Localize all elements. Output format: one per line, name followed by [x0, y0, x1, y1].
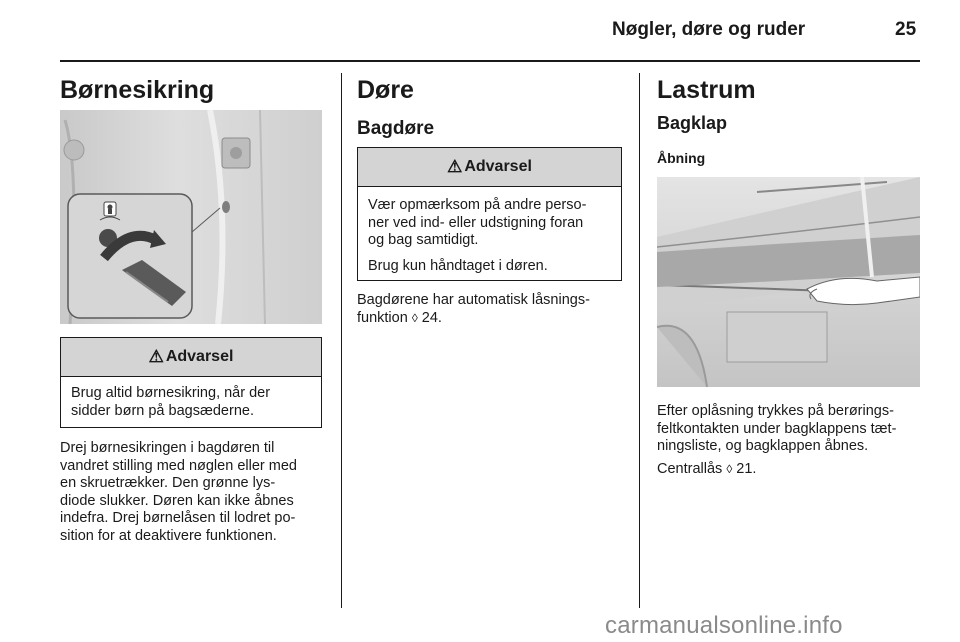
child-lock-instructions: [60, 440, 335, 545]
section-heading-dore: Døre: [357, 76, 414, 104]
text-line: feltkontakten under bagklappens tæt-: [657, 420, 897, 437]
text-line: en skruetrækker. Den grønne lys-: [60, 475, 276, 491]
warning-title: Advarsel: [464, 158, 532, 175]
section-heading-lastrum: Lastrum: [657, 76, 756, 104]
text-line: sition for at deaktivere funktionen.: [60, 527, 277, 544]
warning-header: [358, 148, 621, 187]
warning-paragraph: Brug kun håndtaget i døren.: [368, 257, 548, 274]
warning-title: Advarsel: [165, 348, 234, 365]
text-line: Drej børnesikringen i bagdøren til: [60, 440, 275, 456]
header-rule: [60, 60, 920, 62]
text-line: vandret stilling med nøglen eller med: [60, 457, 297, 474]
tailgate-opening-illustration: [657, 177, 920, 387]
running-header-title: Nøgler, døre og ruder: [612, 19, 806, 40]
page-number: 25: [895, 19, 917, 40]
column-divider-2: [639, 73, 640, 608]
section-heading-bornesikring: Børnesikring: [60, 76, 215, 104]
warning-box-rear-doors: [357, 147, 622, 281]
text-line: ningsliste, og bagklappen åbnes.: [657, 438, 869, 454]
warning-paragraph: [368, 197, 611, 250]
subheading-bagdore: Bagdøre: [357, 118, 435, 139]
warning-triangle-icon: ⚠: [447, 157, 463, 176]
text-line: Bagdørene har automatisk låsnings-: [357, 292, 590, 308]
warning-text-line: ner ved ind- eller udstigning foran: [368, 214, 584, 231]
warning-box-child-lock: [60, 337, 322, 428]
warning-text-line: Brug altid børnesikring, når der: [71, 385, 271, 401]
text-line-with-ref: funktion ◊ 24.: [357, 309, 442, 326]
warning-triangle-icon: ⚠: [148, 347, 164, 366]
child-lock-illustration: [60, 110, 322, 324]
arrow-ref-icon: ◊: [726, 462, 733, 476]
warning-text-line: Vær opmærksom på andre perso-: [368, 197, 587, 213]
central-lock-reference: Centrallås ◊ 21.: [657, 461, 757, 477]
rear-door-autolock-text: [357, 292, 632, 327]
text-line: Efter oplåsning trykkes på berørings-: [657, 403, 894, 419]
warning-header: [61, 338, 321, 377]
subheading-bagklap: Bagklap: [657, 113, 728, 133]
text-line: indefra. Drej børnelåsen til lodret po-: [60, 510, 296, 526]
subsubheading-abning: Åbning: [657, 150, 706, 166]
tailgate-opening-text: [657, 403, 932, 456]
warning-text-line: og bag samtidigt.: [368, 232, 479, 248]
arrow-ref-icon: ◊: [411, 310, 418, 325]
watermark: carmanualsonline.info: [605, 612, 843, 639]
column-divider-1: [341, 73, 342, 608]
text-line: diode slukker. Døren kan ikke åbnes: [60, 492, 294, 509]
warning-text-line: sidder børn på bagsæderne.: [71, 402, 254, 419]
